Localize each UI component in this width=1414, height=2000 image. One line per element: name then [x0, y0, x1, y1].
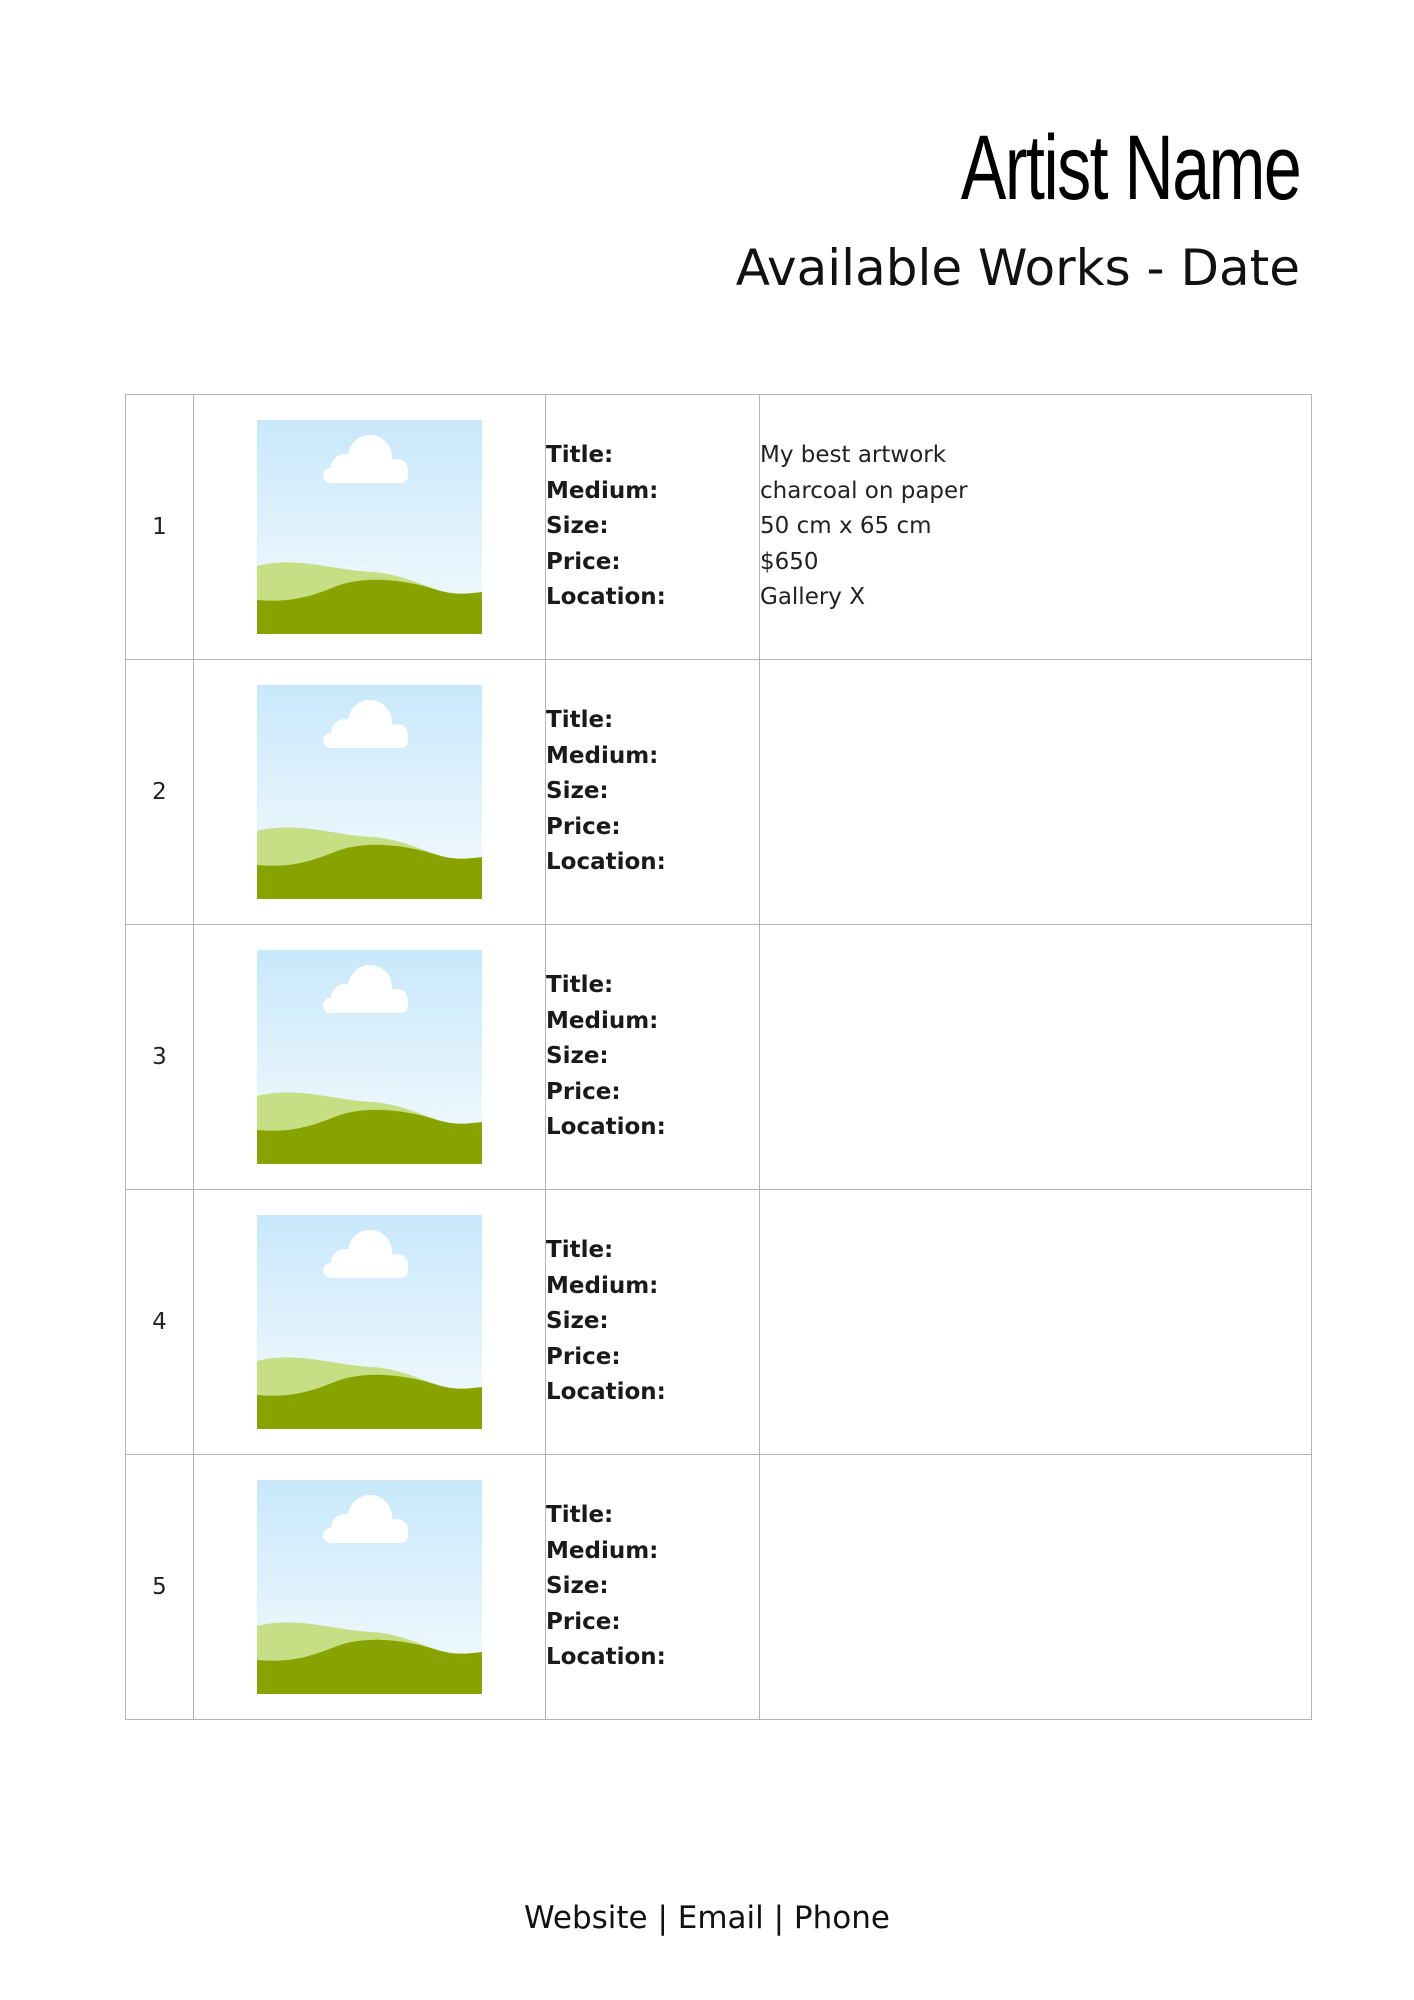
field-labels-list [546, 438, 759, 616]
field-label: Location: [546, 1114, 666, 1141]
field-label: Size: [546, 1043, 609, 1070]
works-table-body [126, 395, 1312, 1720]
landscape-placeholder-icon [257, 685, 482, 899]
field-value: 50 cm x 65 cm [760, 513, 932, 540]
table-row [126, 660, 1312, 925]
field-labels-cell [546, 1455, 760, 1720]
landscape-placeholder-icon [257, 950, 482, 1164]
field-labels-cell [546, 925, 760, 1190]
field-label: Size: [546, 778, 609, 805]
thumbnail-cell [194, 1455, 546, 1720]
table-row [126, 1455, 1312, 1720]
field-label: Price: [546, 548, 621, 575]
field-label: Location: [546, 1644, 666, 1671]
work-number: 3 [126, 925, 194, 1190]
field-label: Price: [546, 813, 621, 840]
field-labels-cell [546, 1190, 760, 1455]
field-labels-list [546, 968, 759, 1146]
field-label: Location: [546, 584, 666, 611]
field-labels-cell [546, 395, 760, 660]
field-label: Size: [546, 1573, 609, 1600]
field-value: Gallery X [760, 584, 865, 611]
work-number: 2 [126, 660, 194, 925]
field-value: My best artwork [760, 442, 947, 469]
field-label: Medium: [546, 1007, 659, 1034]
field-values-cell [760, 660, 1312, 925]
table-row [126, 1190, 1312, 1455]
field-value: charcoal on paper [760, 477, 968, 504]
field-label: Title: [546, 1502, 614, 1529]
field-labels-list [546, 703, 759, 881]
thumbnail-cell [194, 660, 546, 925]
field-label: Medium: [546, 742, 659, 769]
field-values-cell [760, 1190, 1312, 1455]
work-number: 1 [126, 395, 194, 660]
field-values-cell [760, 1455, 1312, 1720]
field-label: Medium: [546, 1272, 659, 1299]
work-number: 4 [126, 1190, 194, 1455]
field-label: Medium: [546, 1537, 659, 1564]
thumbnail-cell [194, 1190, 546, 1455]
field-values-cell [760, 395, 1312, 660]
field-value: $650 [760, 548, 819, 575]
field-labels-list [546, 1233, 759, 1411]
thumbnail-cell [194, 925, 546, 1190]
field-label: Title: [546, 707, 614, 734]
field-label: Medium: [546, 477, 659, 504]
field-label: Title: [546, 972, 614, 999]
field-values-list [760, 438, 1311, 616]
field-label: Location: [546, 1379, 666, 1406]
page-header [736, 118, 1300, 298]
table-row [126, 395, 1312, 660]
field-label: Location: [546, 849, 666, 876]
landscape-placeholder-icon [257, 1480, 482, 1694]
field-labels-list [546, 1498, 759, 1676]
field-label: Size: [546, 1308, 609, 1335]
footer-contact: Website | Email | Phone [524, 1900, 890, 1936]
field-values-cell [760, 925, 1312, 1190]
field-labels-cell [546, 660, 760, 925]
landscape-placeholder-icon [257, 420, 482, 634]
work-number: 5 [126, 1455, 194, 1720]
field-label: Price: [546, 1608, 621, 1635]
field-label: Title: [546, 1237, 614, 1264]
field-label: Price: [546, 1078, 621, 1105]
landscape-placeholder-icon [257, 1215, 482, 1429]
thumbnail-cell [194, 395, 546, 660]
field-label: Title: [546, 442, 614, 469]
field-label: Size: [546, 513, 609, 540]
artist-name: Artist Name [960, 117, 1300, 219]
field-label: Price: [546, 1343, 621, 1370]
page-subtitle: Available Works - Date [735, 239, 1300, 297]
works-table [125, 394, 1312, 1720]
table-row [126, 925, 1312, 1190]
